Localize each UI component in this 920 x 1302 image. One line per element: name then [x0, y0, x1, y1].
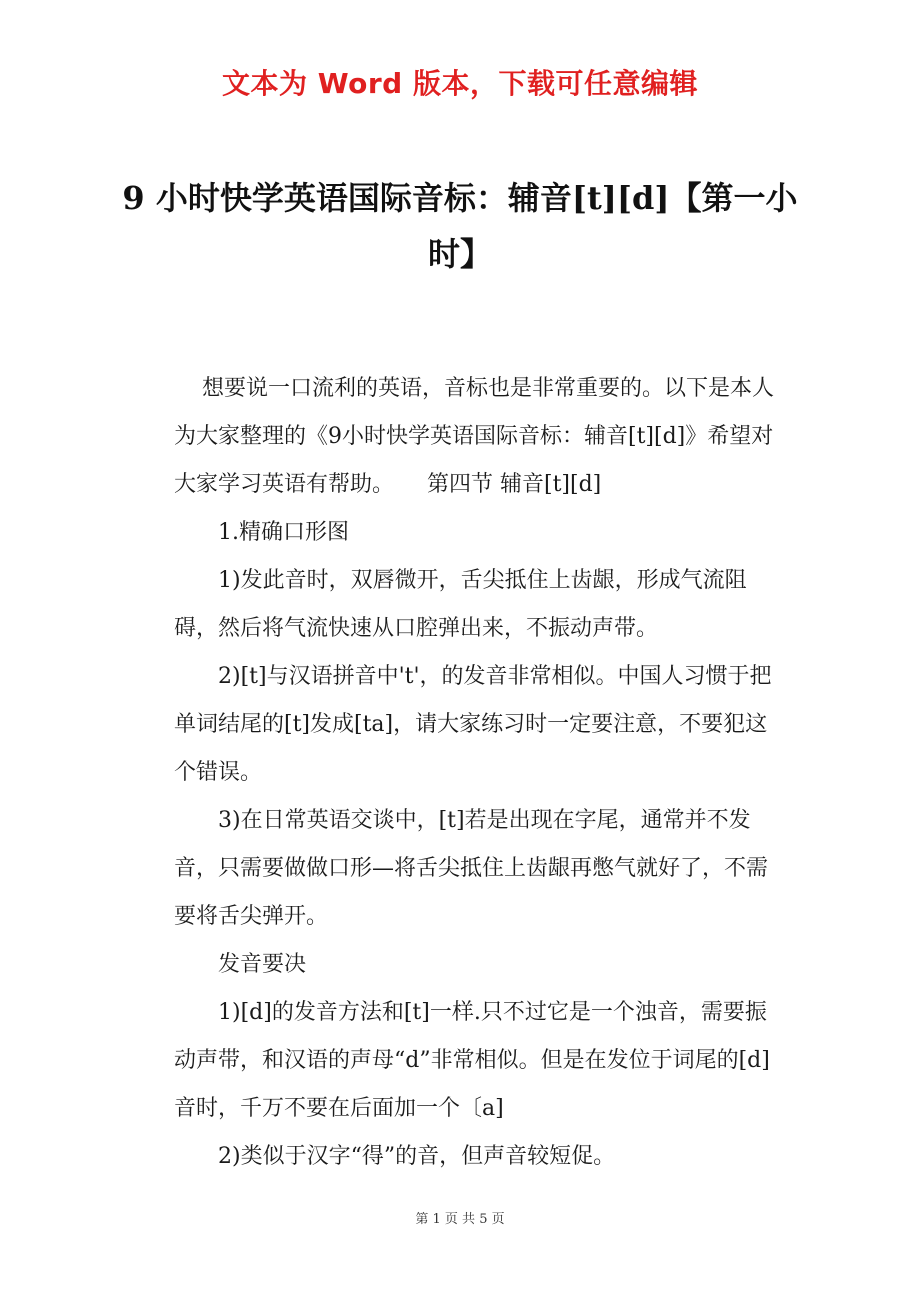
download-banner: 文本为 Word 版本，下载可任意编辑: [222, 67, 698, 100]
page-number: 第 1 页 共 5 页: [415, 1212, 505, 1227]
document-title: 9 小时快学英语国际音标：辅音[t][d]【第一小时】: [122, 179, 798, 273]
paragraph-d-point-2: 2)类似于汉字“得”的音，但声音较短促。: [218, 1144, 616, 1169]
paragraph-pronunciation-tips: 发音要决: [218, 952, 307, 977]
document-body: [174, 365, 780, 1181]
paragraph-intro: 想要说一口流利的英语，音标也是非常重要的。以下是本人为大家整理的《9小时快学英语国际音标：辅音[t][d]》希望对大家学习英语有帮助。 第四节 辅音[t][d]: [174, 376, 775, 497]
paragraph-mouth-shape: 1.精确口形图: [218, 520, 349, 545]
paragraph-t-point-2: 2)[t]与汉语拼音中't'，的发音非常相似。中国人习惯于把单词结尾的[t]发成[ta]，请大家练习时一定要注意，不要犯这个错误。: [174, 664, 772, 785]
paragraph-t-point-3: 3)在日常英语交谈中，[t]若是出现在字尾，通常并不发音，只需要做做口形—将舌尖抵住上齿龈再憋气就好了，不需要将舌尖弹开。: [174, 808, 769, 929]
paragraph-t-point-1: 1)发此音时，双唇微开，舌尖抵住上齿龈，形成气流阻碍，然后将气流快速从口腔弹出来，不振动声带。: [174, 568, 747, 641]
paragraph-d-point-1: 1)[d]的发音方法和[t]一样.只不过它是一个浊音，需要振动声带，和汉语的声母“d”非常相似。但是在发位于词尾的[d]音时，千万不要在后面加一个〔a]: [174, 1000, 770, 1121]
